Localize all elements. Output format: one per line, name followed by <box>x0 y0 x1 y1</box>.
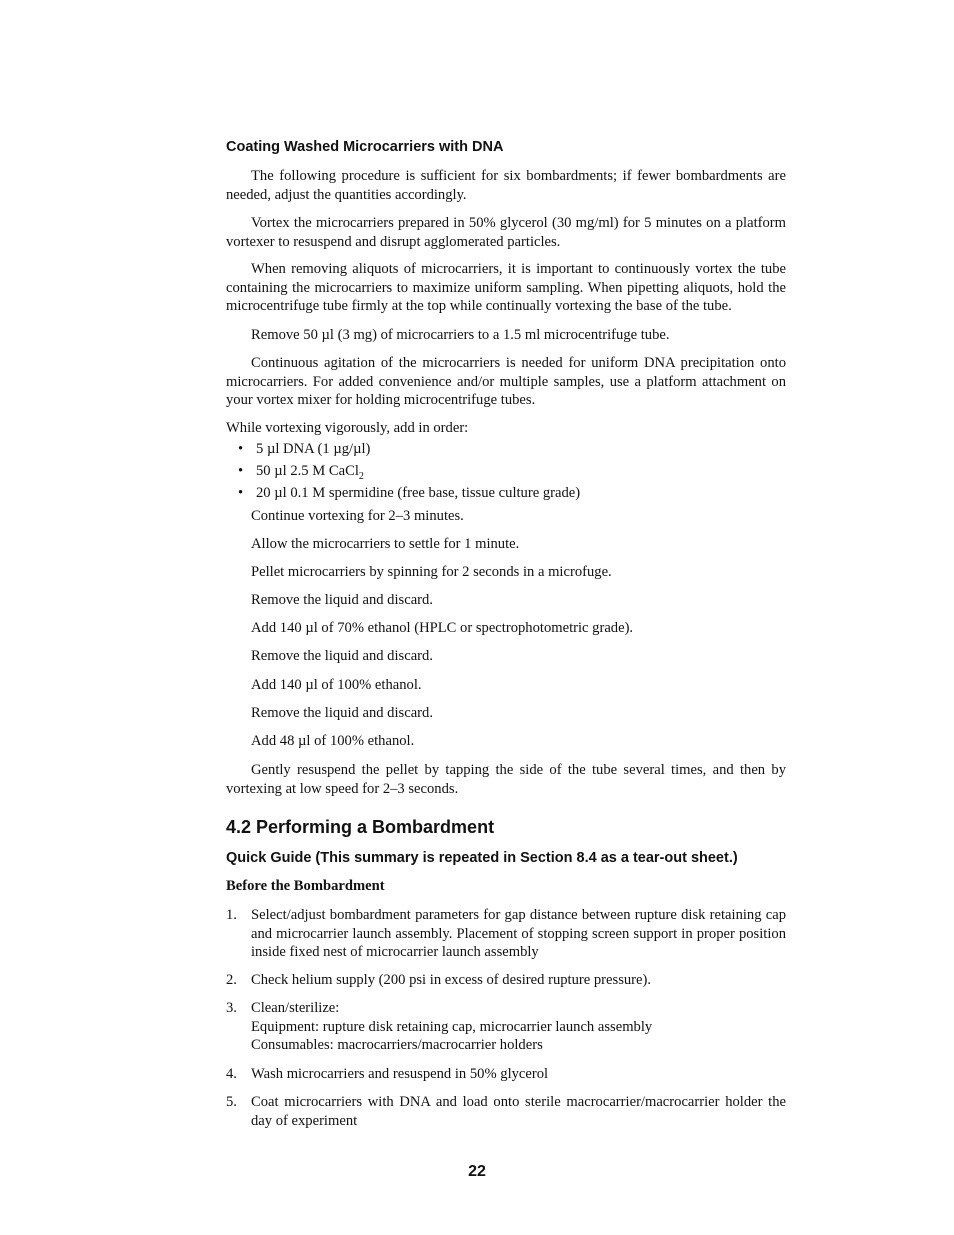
numbered-item: 1. Select/adjust bombardment parameters for gap distance between rupture disk retaining cap and microcarrier launch assembly. Placement of stopping screen support in proper position inside fixed nest of microcarrier launch assembly <box>226 907 786 961</box>
paragraph: Gently resuspend the pellet by tapping the side of the tube several times, and then by vortexing at low speed for 2–3 seconds. <box>226 762 786 797</box>
quick-guide-heading: Quick Guide (This summary is repeated in Section 8.4 as a tear-out sheet.) <box>226 850 738 866</box>
paragraph: When removing aliquots of microcarriers, it is important to continuously vortex the tube containing the microcarriers to maximize uniform sampling. When pipetting aliquots, hold the microcentrifuge tube firmly at the top while continually vortexing the base of the tube. <box>226 261 786 315</box>
paragraph: Continuous agitation of the microcarriers is needed for uniform DNA precipitation onto microcarriers. For added convenience and/or multiple samples, use a platform attachment on your vortex mixer for holding microcentrifuge tubes. <box>226 355 786 409</box>
paragraph: The following procedure is sufficient for six bombardments; if fewer bombardments are needed, adjust the quantities accordingly. <box>226 168 786 203</box>
step-text: Remove the liquid and discard. <box>251 705 433 721</box>
step-text: Allow the microcarriers to settle for 1 minute. <box>251 536 520 552</box>
step-text: Add 140 µl of 70% ethanol (HPLC or spectrophotometric grade). <box>251 620 634 636</box>
bullet-item: • 50 µl 2.5 M CaCl$_2$ <box>238 463 364 482</box>
bullet-item: • 20 µl 0.1 M spermidine (free base, tissue culture grade) <box>238 485 581 501</box>
step-text: Continue vortexing for 2–3 minutes. <box>251 508 464 524</box>
bullet-item: • 5 µl DNA (1 µg/µl) <box>238 441 371 457</box>
numbered-item: 5. Coat microcarriers with DNA and load onto sterile macrocarrier/macrocarrier holder the day of experiment <box>226 1094 786 1129</box>
paragraph: Remove 50 µl (3 mg) of microcarriers to a 1.5 ml microcentrifuge tube. <box>251 327 670 343</box>
paragraph: Vortex the microcarriers prepared in 50% glycerol (30 mg/ml) for 5 minutes on a platform vortexer to resuspend and disrupt agglomerated particles. <box>226 215 786 250</box>
page-number: 22 <box>468 1163 486 1180</box>
step-text: Remove the liquid and discard. <box>251 592 433 608</box>
numbered-item: 3. Clean/sterilize: Equipment: rupture disk retaining cap, microcarrier launch assembly Consumables: macrocarriers/macrocarrier holders <box>226 1000 653 1054</box>
step-text: Add 48 µl of 100% ethanol. <box>251 733 415 749</box>
step-text: Pellet microcarriers by spinning for 2 seconds in a microfuge. <box>251 564 612 580</box>
paragraph: While vortexing vigorously, add in order: <box>226 420 469 436</box>
numbered-item: 2. Check helium supply (200 psi in excess of desired rupture pressure). <box>226 972 652 988</box>
heading-coating: Coating Washed Microcarriers with DNA <box>226 139 504 155</box>
subheading-before: Before the Bombardment <box>226 878 385 894</box>
numbered-item: 4. Wash microcarriers and resuspend in 50% glycerol <box>226 1066 549 1082</box>
step-text: Add 140 µl of 100% ethanol. <box>251 677 422 693</box>
section-heading: 4.2 Performing a Bombardment <box>226 817 495 837</box>
step-text: Remove the liquid and discard. <box>251 648 433 664</box>
